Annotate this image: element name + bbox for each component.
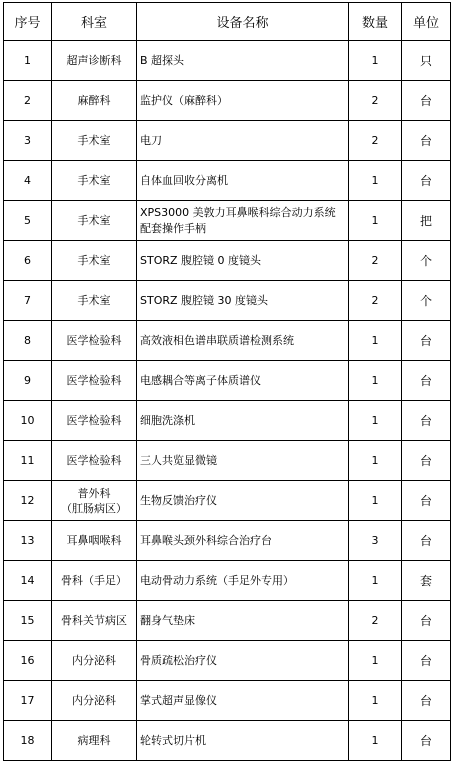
cell-unit: 把 — [402, 201, 451, 241]
cell-quantity: 1 — [349, 721, 402, 761]
table-row — [4, 641, 451, 681]
cell-device: 生物反馈治疗仪 — [137, 481, 349, 521]
cell-unit: 台 — [402, 161, 451, 201]
table-row — [4, 401, 451, 441]
cell-quantity: 1 — [349, 681, 402, 721]
cell-device: 电感耦合等离子体质谱仪 — [137, 361, 349, 401]
cell-quantity: 1 — [349, 481, 402, 521]
cell-department: 手术室 — [52, 201, 137, 241]
cell-index: 9 — [4, 361, 52, 401]
cell-device: 轮转式切片机 — [137, 721, 349, 761]
cell-quantity: 1 — [349, 41, 402, 81]
table-row — [4, 521, 451, 561]
cell-department: 手术室 — [52, 241, 137, 281]
cell-department: 骨科（手足） — [52, 561, 137, 601]
table-row — [4, 441, 451, 481]
table-row — [4, 561, 451, 601]
cell-quantity: 3 — [349, 521, 402, 561]
cell-unit: 台 — [402, 321, 451, 361]
table-row — [4, 41, 451, 81]
cell-unit: 个 — [402, 241, 451, 281]
cell-device: 自体血回收分离机 — [137, 161, 349, 201]
cell-index: 17 — [4, 681, 52, 721]
cell-device: 耳鼻喉头颈外科综合治疗台 — [137, 521, 349, 561]
cell-index: 8 — [4, 321, 52, 361]
cell-index: 6 — [4, 241, 52, 281]
cell-index: 10 — [4, 401, 52, 441]
header-quantity: 数量 — [349, 3, 402, 41]
cell-device: STORZ 腹腔镜 30 度镜头 — [137, 281, 349, 321]
cell-quantity: 2 — [349, 241, 402, 281]
cell-unit: 台 — [402, 521, 451, 561]
cell-unit: 台 — [402, 361, 451, 401]
cell-device: 骨质疏松治疗仪 — [137, 641, 349, 681]
cell-index: 3 — [4, 121, 52, 161]
cell-department: 内分泌科 — [52, 681, 137, 721]
cell-device: 三人共览显微镜 — [137, 441, 349, 481]
table-row — [4, 121, 451, 161]
cell-quantity: 2 — [349, 281, 402, 321]
cell-department: 医学检验科 — [52, 441, 137, 481]
header-index: 序号 — [4, 3, 52, 41]
table-row — [4, 361, 451, 401]
cell-quantity: 2 — [349, 601, 402, 641]
cell-unit: 台 — [402, 681, 451, 721]
cell-unit: 套 — [402, 561, 451, 601]
cell-quantity: 1 — [349, 201, 402, 241]
table-header-row — [4, 3, 451, 41]
cell-index: 14 — [4, 561, 52, 601]
cell-index: 13 — [4, 521, 52, 561]
cell-quantity: 2 — [349, 81, 402, 121]
cell-quantity: 1 — [349, 561, 402, 601]
cell-department: 手术室 — [52, 121, 137, 161]
table-row — [4, 281, 451, 321]
cell-device: XPS3000 美敦力耳鼻喉科综合动力系统配套操作手柄 — [137, 201, 349, 241]
cell-unit: 台 — [402, 601, 451, 641]
cell-quantity: 1 — [349, 321, 402, 361]
cell-unit: 个 — [402, 281, 451, 321]
cell-device: 电刀 — [137, 121, 349, 161]
cell-quantity: 2 — [349, 121, 402, 161]
cell-index: 15 — [4, 601, 52, 641]
cell-department: 手术室 — [52, 281, 137, 321]
table-row — [4, 721, 451, 761]
cell-quantity: 1 — [349, 361, 402, 401]
cell-device: STORZ 腹腔镜 0 度镜头 — [137, 241, 349, 281]
cell-unit: 只 — [402, 41, 451, 81]
cell-department: 病理科 — [52, 721, 137, 761]
cell-index: 11 — [4, 441, 52, 481]
cell-index: 16 — [4, 641, 52, 681]
table-row — [4, 161, 451, 201]
table-row — [4, 241, 451, 281]
cell-unit: 台 — [402, 81, 451, 121]
cell-department: 普外科 （肛肠病区） — [52, 481, 137, 521]
cell-department: 耳鼻咽喉科 — [52, 521, 137, 561]
cell-quantity: 1 — [349, 401, 402, 441]
cell-device: 高效液相色谱串联质谱检测系统 — [137, 321, 349, 361]
cell-device: 细胞洗涤机 — [137, 401, 349, 441]
cell-index: 1 — [4, 41, 52, 81]
cell-department: 手术室 — [52, 161, 137, 201]
cell-unit: 台 — [402, 401, 451, 441]
cell-device: 监护仪（麻醉科） — [137, 81, 349, 121]
table-row — [4, 481, 451, 521]
cell-unit: 台 — [402, 481, 451, 521]
header-unit: 单位 — [402, 3, 451, 41]
cell-unit: 台 — [402, 441, 451, 481]
table-row — [4, 681, 451, 721]
cell-index: 2 — [4, 81, 52, 121]
cell-unit: 台 — [402, 641, 451, 681]
cell-department: 骨科关节病区 — [52, 601, 137, 641]
cell-department: 内分泌科 — [52, 641, 137, 681]
cell-department: 医学检验科 — [52, 321, 137, 361]
cell-unit: 台 — [402, 721, 451, 761]
cell-department: 麻醉科 — [52, 81, 137, 121]
cell-unit: 台 — [402, 121, 451, 161]
table-row — [4, 201, 451, 241]
cell-device: 电动骨动力系统（手足外专用） — [137, 561, 349, 601]
equipment-table — [3, 2, 451, 761]
header-device: 设备名称 — [137, 3, 349, 41]
table-body — [4, 41, 451, 761]
table-row — [4, 81, 451, 121]
cell-index: 4 — [4, 161, 52, 201]
header-department: 科室 — [52, 3, 137, 41]
cell-index: 18 — [4, 721, 52, 761]
table-row — [4, 321, 451, 361]
cell-department: 超声诊断科 — [52, 41, 137, 81]
cell-index: 5 — [4, 201, 52, 241]
cell-index: 12 — [4, 481, 52, 521]
cell-index: 7 — [4, 281, 52, 321]
cell-device: B 超探头 — [137, 41, 349, 81]
cell-department: 医学检验科 — [52, 361, 137, 401]
cell-quantity: 1 — [349, 161, 402, 201]
cell-device: 翻身气垫床 — [137, 601, 349, 641]
cell-department: 医学检验科 — [52, 401, 137, 441]
cell-quantity: 1 — [349, 641, 402, 681]
cell-quantity: 1 — [349, 441, 402, 481]
table-row — [4, 601, 451, 641]
cell-device: 掌式超声显像仪 — [137, 681, 349, 721]
